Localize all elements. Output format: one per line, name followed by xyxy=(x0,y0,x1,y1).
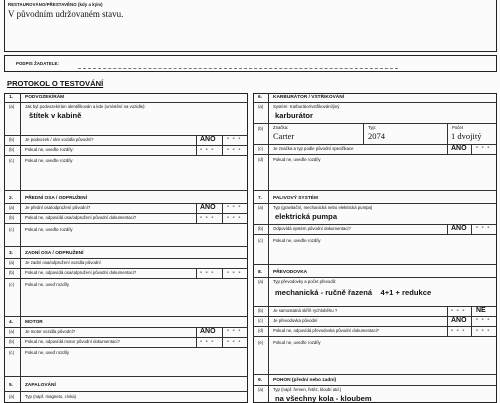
type-value: 2074 xyxy=(368,131,385,141)
field-label: Je zadní osa/odpružení vozidla původní xyxy=(25,260,101,265)
answer-yes: ANO xyxy=(200,204,216,211)
section-number: 2. xyxy=(9,196,14,201)
answer-blank: - - - xyxy=(200,339,215,345)
section-number: 9. xyxy=(258,378,263,383)
section-title: PŘEVODOVKA xyxy=(273,270,308,275)
count-label: Počet xyxy=(452,125,463,130)
section-title: KARBURÁTOR / VSTŘIKOVÁNÍ xyxy=(273,95,345,100)
answer-blank: - - - xyxy=(476,145,491,151)
answer-yes: ANO xyxy=(200,328,216,335)
answer-yes: ANO xyxy=(451,225,467,232)
field-label: Pokud ne, uveď rozdíly xyxy=(25,282,69,287)
answer-blank: - - - xyxy=(227,204,242,210)
answer-blank: - - - xyxy=(227,147,242,153)
section-number: 8. xyxy=(258,270,263,275)
field-label: Typ (např. řemen, řetěz, kloubí atd.) xyxy=(273,387,342,392)
field-label: Systém: Karburátor/vstřikování/jiný xyxy=(273,104,340,109)
answer-blank: - - - xyxy=(227,328,242,334)
answer-blank: - - - xyxy=(451,308,466,314)
section-number: 6. xyxy=(258,95,263,100)
section-title: PODVOZEK/RÁM xyxy=(25,95,65,100)
field-label: Typ převodovky a počet převodů: xyxy=(273,279,337,284)
answer-yes: ANO xyxy=(200,136,216,143)
restored-value: V původním udržovaném stavu. xyxy=(8,9,124,19)
answer-blank: - - - xyxy=(200,270,215,276)
section-number: 4. xyxy=(9,320,14,325)
section-number: 7. xyxy=(258,196,263,201)
section-title: POHON (přední nebo zadní) xyxy=(273,378,337,383)
protocol-title: PROTOKOL O TESTOVÁNÍ xyxy=(7,79,104,88)
restored-label: RESTAUROVÁNO/PŘESTAVĚNO (kdy a kým) xyxy=(8,2,103,7)
answer-no: NE xyxy=(476,307,486,314)
field-label: Typ (gravitační, mechanická nebo elektrická pumpa) xyxy=(273,205,373,210)
section-title: PŘEDNÍ OSA / ODPRUŽENÍ xyxy=(25,196,87,201)
field-label: Jak byl podvozek/rám identifikován a kde (umístění na vozidle): xyxy=(25,104,146,109)
section-number: 3. xyxy=(9,251,14,256)
section-number: 1. xyxy=(9,95,14,100)
make-value: Carter xyxy=(273,131,295,141)
field-value: na všechny kola - kloubem xyxy=(275,394,372,403)
field-label: Pokud ne, odpovídá osa/odpružení původní dokumentaci? xyxy=(25,270,137,275)
field-label: Pokud ne, uveďte rozdíly xyxy=(25,227,73,232)
section-number: 5. xyxy=(9,383,14,388)
answer-blank: - - - xyxy=(200,147,215,153)
type-label: Typ: xyxy=(368,125,377,130)
answer-blank: - - - xyxy=(227,270,242,276)
signature-line xyxy=(78,68,398,69)
answer-blank: - - - xyxy=(476,225,491,231)
answer-blank: - - - xyxy=(227,215,242,221)
field-label: Pokud ne, uveďte rozdíly xyxy=(273,340,321,345)
field-label: Je značka a typ podle původní specifikace xyxy=(273,146,354,151)
field-label: Je převodovka původní xyxy=(273,318,318,323)
answer-blank: - - - xyxy=(476,317,491,323)
field-label: Je samostatná skříň rychloběhu ? xyxy=(273,308,338,313)
signature-label: PODPIS ŽADATELE: xyxy=(16,61,60,66)
field-label: Pokud ne, odpovídá motor původní dokumentaci? xyxy=(25,339,120,344)
section-title: PALIVOVÝ SYSTÉM xyxy=(273,196,318,201)
section-title: ZAPALOVÁNÍ xyxy=(25,383,56,388)
field-label: Typ (např. magneto, cívka) xyxy=(25,394,77,399)
field-label: Odpovídá systém původní dokumentaci? xyxy=(273,226,351,231)
make-label: Značka: xyxy=(273,125,289,130)
field-label: Pokud ne, uveďte rozdíly xyxy=(273,238,321,243)
signature-box xyxy=(4,55,497,72)
field-value: štítek v kabině xyxy=(29,111,82,120)
field-label: Pokud ne, uveďte rozdíly xyxy=(25,158,73,163)
answer-yes: ANO xyxy=(451,317,467,324)
answer-blank: - - - xyxy=(476,328,491,334)
answer-blank: - - - xyxy=(227,136,242,142)
answer-blank: - - - xyxy=(200,215,215,221)
field-label: Pokud ne, uveďte rozdíly xyxy=(273,157,321,162)
field-label: Je motor vozidla původní? xyxy=(25,329,76,334)
field-value: elektrická pumpa xyxy=(275,212,338,221)
field-label: Pokud ne, uveďte rozdíly: xyxy=(25,147,74,152)
section-title: MOTOR xyxy=(25,320,43,325)
section-title: ZADNÍ OSA / ODPRUŽENÍ xyxy=(25,251,84,256)
field-label: Je podvozek / rám vozidla původní? xyxy=(25,137,94,142)
field-label: Pokud ne, uveď rozdíly xyxy=(25,350,69,355)
field-value: mechanická - ručně řazená 4+1 + redukce xyxy=(275,288,432,297)
field-label: Je přední osa/odpružení původní? xyxy=(25,205,91,210)
field-label: Pokud ne, odpovídá převodovka původní dokumentaci? xyxy=(273,328,380,333)
field-value: karburátor xyxy=(275,111,313,120)
count-value: 1 dvojitý xyxy=(451,131,482,141)
field-label: Pokud ne, odpovídá osa/odpružení původní dokumentaci? xyxy=(25,215,137,220)
answer-yes: ANO xyxy=(451,145,467,152)
answer-blank: - - - xyxy=(451,328,466,334)
restoration-box xyxy=(4,0,497,52)
answer-blank: - - - xyxy=(227,339,242,345)
